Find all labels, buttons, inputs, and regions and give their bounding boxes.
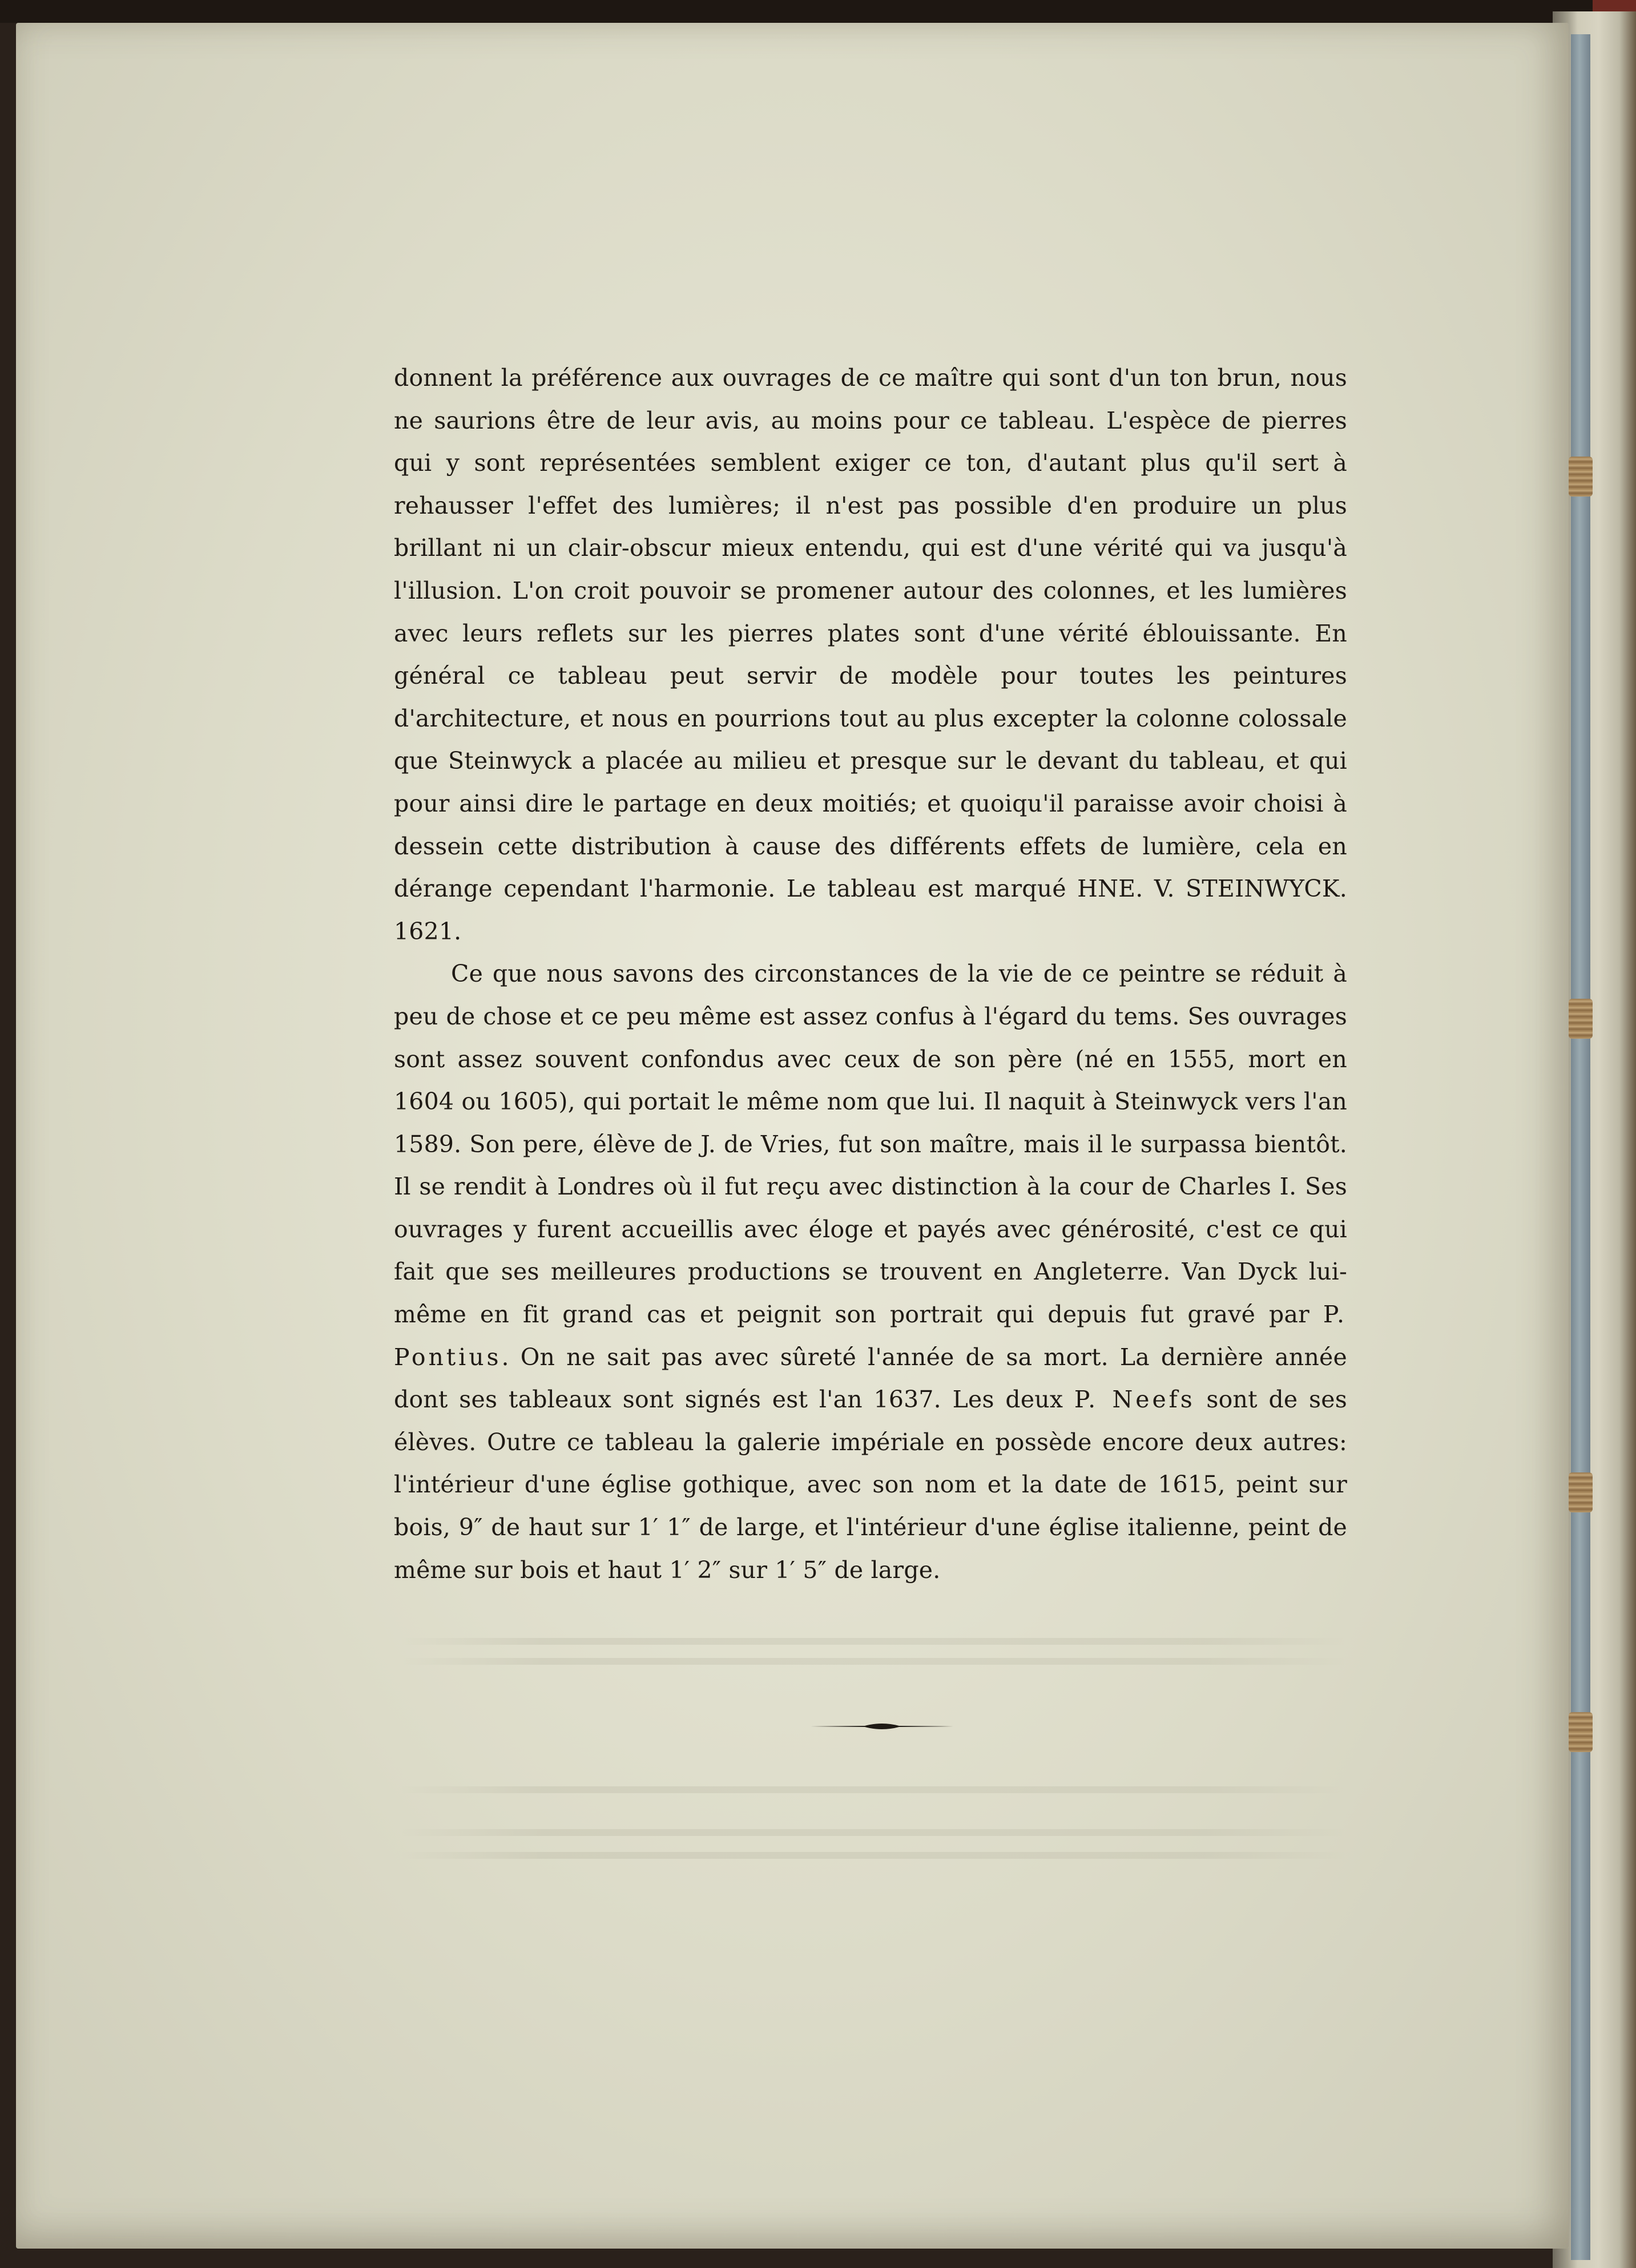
book-binding-strip <box>1571 34 1590 2260</box>
paragraph-2-text-a: Ce que nous savons des circonstances de la vie de ce peintre se réduit à peu de chose et ce peu même est assez confus à l'égard du tems. Ses ouvrages sont assez souvent confondus avec ceux de son père (né en 1555, mort en 1604 ou 1605), qui portait le même nom que lui. Il naquit à Steinwyck vers l'an 1589. Son pere, élève de J. de Vries, fut son maître, mais il le surpassa bientôt. Il se rendit à Londres où il fut reçu avec distinction à la cour de Charles I. Ses ouvrages y furent accueillis avec éloge et payés avec générosité, c'est ce qui fait que ses meilleures productions se trouvent en Angleterre. Van Dyck lui-même en fit grand cas et peignit son portrait qui depuis fut gravé par <box>394 960 1347 1329</box>
bleed-through-line <box>400 1786 1347 1793</box>
paragraph-2-text-c: sont de ses élèves. Outre ce tableau la galerie impériale en possède encore deux autres: l'intérieur d'une église gothique, avec son nom et la date de 1615, peint sur bois, 9″ de haut sur 1′ 1″ de large, et l'intérieur d'une église italienne, peint de même sur bois et haut 1′ 2″ sur 1′ 5″ de large. <box>394 1386 1347 1584</box>
binding-thread <box>1569 999 1593 1039</box>
paragraph-1-text: donnent la préférence aux ouvrages de ce maître qui sont d'un ton brun, nous ne saurions être de leur avis, au moins pour ce tableau. L'espèce de pierres qui y sont représentées semblent exiger ce ton, d'autant plus qu'il sert à rehausser l'effet des lumières; il n'est pas possible d'en produire un plus brillant ni un clair-obscur mieux entendu, qui est d'une vérité qui va jusqu'à l'illusion. L'on croit pouvoir se promener autour des colonnes, et les lumières avec leurs reflets sur les pierres plates sont d'une vérité éblouissante. En général ce tableau peut servir de modèle pour toutes les peintures d'architecture, et nous en pourrions tout au plus excepter la colonne colossale que Steinwyck a placée au milieu et presque sur le devant du tableau, et qui pour ainsi dire le partage en deux moitiés; et quoiqu'il paraisse avoir choisi à dessein cette distribution à cause des différents effets de lumière, cela en dérange cependant l'harmonie. Le tableau est marqué HNE. V. STEINWYCK. 1621. <box>394 364 1347 945</box>
bleed-through-line <box>400 1638 1347 1645</box>
binding-thread <box>1569 1472 1593 1512</box>
binding-thread <box>1569 1712 1593 1752</box>
paragraph-2-text-b: . On ne sait pas avec sûreté l'année de sa mort. La dernière année dont ses tableaux sont signés est l'an 1637. Les deux <box>394 1343 1347 1414</box>
name-pontius: P. Pontius <box>394 1301 1347 1371</box>
name-neefs: P. Neefs <box>1074 1386 1195 1414</box>
bleed-through-line <box>400 1829 1347 1836</box>
bleed-through-line <box>400 1852 1347 1859</box>
bleed-through-line <box>400 1658 1347 1665</box>
paragraph-2 <box>394 953 1347 1591</box>
scan-background-top <box>0 0 1636 23</box>
binding-thread <box>1569 457 1593 497</box>
body-text <box>394 357 1347 1591</box>
paragraph-1 <box>394 357 1347 953</box>
end-ornament <box>811 1718 953 1735</box>
